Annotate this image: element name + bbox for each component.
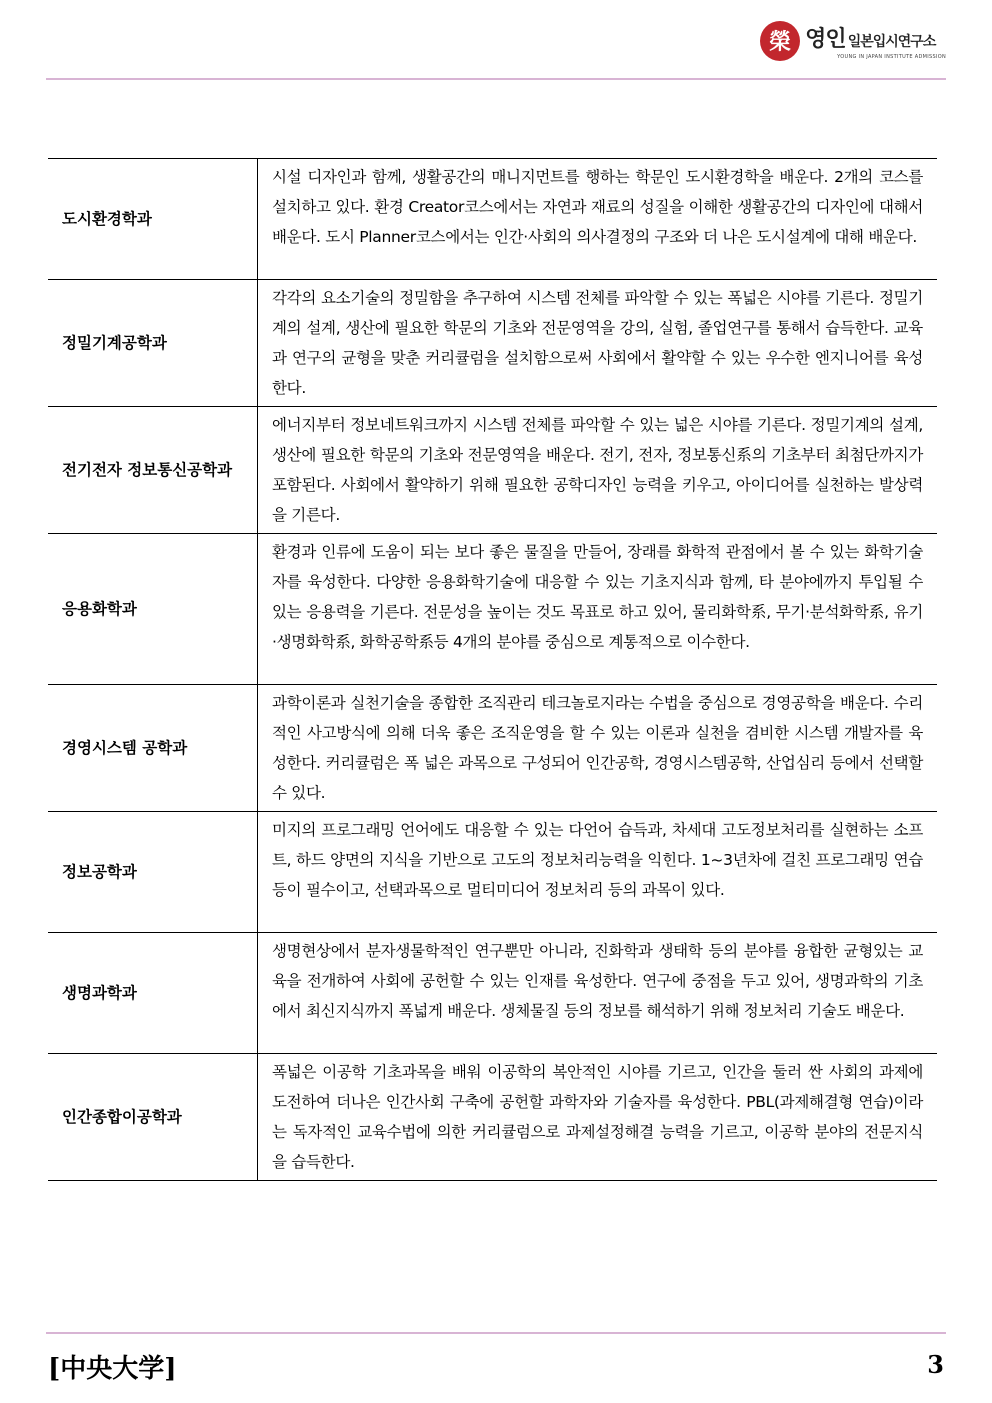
logo-english: YOUNG IN JAPAN INSTITUTE ADMISSION — [837, 54, 946, 60]
department-description: 폭넓은 이공학 기초과목을 배워 이공학의 복안적인 시야를 기르고, 인간을 둘러 싼 사회의 과제에 도전하여 더나은 인간사회 구축에 공헌할 과학자와 기술자를 육성한다. PBL(과제해결형 연습)이라는 독자적인 교육수법에 의한 커리큘럼으로 과제설정해결 능력을 기르고, 이공학 분야의 전문지식을 습득한다. — [258, 1054, 938, 1181]
table-row — [48, 685, 937, 812]
table-row — [48, 933, 937, 1054]
logo-subtitle: 일본입시연구소 — [847, 34, 936, 50]
table-row — [48, 1054, 937, 1181]
department-description: 생명현상에서 분자생물학적인 연구뿐만 아니라, 진화학과 생태학 등의 분야를 융합한 균형있는 교육을 전개하여 사회에 공헌할 수 있는 인재를 육성한다. 연구에 중점을 두고 있어, 생명과학의 기초에서 최신지식까지 폭넓게 배운다. 생체물질 등의 정보를 해석하기 위해 정보처리 기술도 배운다. — [258, 933, 938, 1054]
seal-glyph: 榮 — [769, 30, 792, 55]
department-description: 각각의 요소기술의 정밀함을 추구하여 시스템 전체를 파악할 수 있는 폭넓은 시야를 기른다. 정밀기계의 설계, 생산에 필요한 학문의 기초와 전문영역을 강의, 실험, 졸업연구를 통해서 습득한다. 교육과 연구의 균형을 맞춘 커리큘럼을 설치함으로써 사회에서 활약할 수 있는 우수한 엔지니어를 육성한다. — [258, 280, 938, 407]
department-description: 에너지부터 정보네트워크까지 시스템 전체를 파악할 수 있는 넓은 시야를 기른다. 정밀기계의 설계, 생산에 필요한 학문의 기초와 전문영역을 배운다. 전기, 전자, 정보통신系의 기초부터 최첨단까지가 포함된다. 사회에서 활약하기 위해 필요한 공학디자인 능력을 키우고, 아이디어를 실천하는 발상력을 기른다. — [258, 407, 938, 534]
table-row — [48, 812, 937, 933]
department-description: 시설 디자인과 함께, 생활공간의 매니지먼트를 행하는 학문인 도시환경학을 배운다. 2개의 코스를 설치하고 있다. 환경 Creator코스에서는 자연과 재료의 성질을 이해한 생활공간의 디자인에 대해서 배운다. 도시 Planner코스에서는 인간·사회의 의사결정의 구조와 더 나은 도시설계에 대해 배운다. — [258, 159, 938, 280]
footer-divider — [46, 1332, 946, 1334]
department-description: 환경과 인류에 도움이 되는 보다 좋은 물질을 만들어, 장래를 화학적 관점에서 볼 수 있는 화학기술자를 육성한다. 다양한 응용화학기술에 대응할 수 있는 기초지식과 함께, 타 분야에까지 투입될 수 있는 응용력을 기른다. 전문성을 높이는 것도 목표로 하고 있어, 물리화학系, 무기·분석화학系, 유기·생명화학系, 화학공학系등 4개의 분야를 중심으로 계통적으로 이수한다. — [258, 534, 938, 685]
department-table — [48, 158, 937, 1181]
department-name: 전기전자 정보통신공학과 — [48, 407, 258, 534]
header-divider — [46, 78, 946, 80]
department-name: 인간종합이공학과 — [48, 1054, 258, 1181]
page-number: 3 — [927, 1350, 944, 1379]
seal-icon — [759, 20, 801, 62]
department-name: 응용화학과 — [48, 534, 258, 685]
university-name: [中央大学] — [48, 1354, 177, 1384]
department-description: 미지의 프로그래밍 언어에도 대응할 수 있는 다언어 습득과, 차세대 고도정보처리를 실현하는 소프트, 하드 양면의 지식을 기반으로 고도의 정보처리능력을 익힌다. 1~3년차에 걸친 프로그래밍 연습 등이 필수이고, 선택과목으로 멀티미디어 정보처리 등의 과목이 있다. — [258, 812, 938, 933]
department-description: 과학이론과 실천기술을 종합한 조직관리 테크놀로지라는 수법을 중심으로 경영공학을 배운다. 수리적인 사고방식에 의해 더욱 좋은 조직운영을 할 수 있는 이론과 실천을 겸비한 시스템 개발자를 육성한다. 커리큘럼은 폭 넓은 과목으로 구성되어 인간공학, 경영시스템공학, 산업심리 등에서 선택할 수 있다. — [258, 685, 938, 812]
department-name: 정보공학과 — [48, 812, 258, 933]
department-name: 정밀기계공학과 — [48, 280, 258, 407]
table-row — [48, 280, 937, 407]
department-name: 생명과학과 — [48, 933, 258, 1054]
institute-logo — [759, 18, 946, 64]
department-name: 경영시스템 공학과 — [48, 685, 258, 812]
logo-brand: 영인 — [805, 27, 846, 52]
table-row — [48, 407, 937, 534]
department-name: 도시환경학과 — [48, 159, 258, 280]
table-row — [48, 534, 937, 685]
table-row — [48, 159, 937, 280]
